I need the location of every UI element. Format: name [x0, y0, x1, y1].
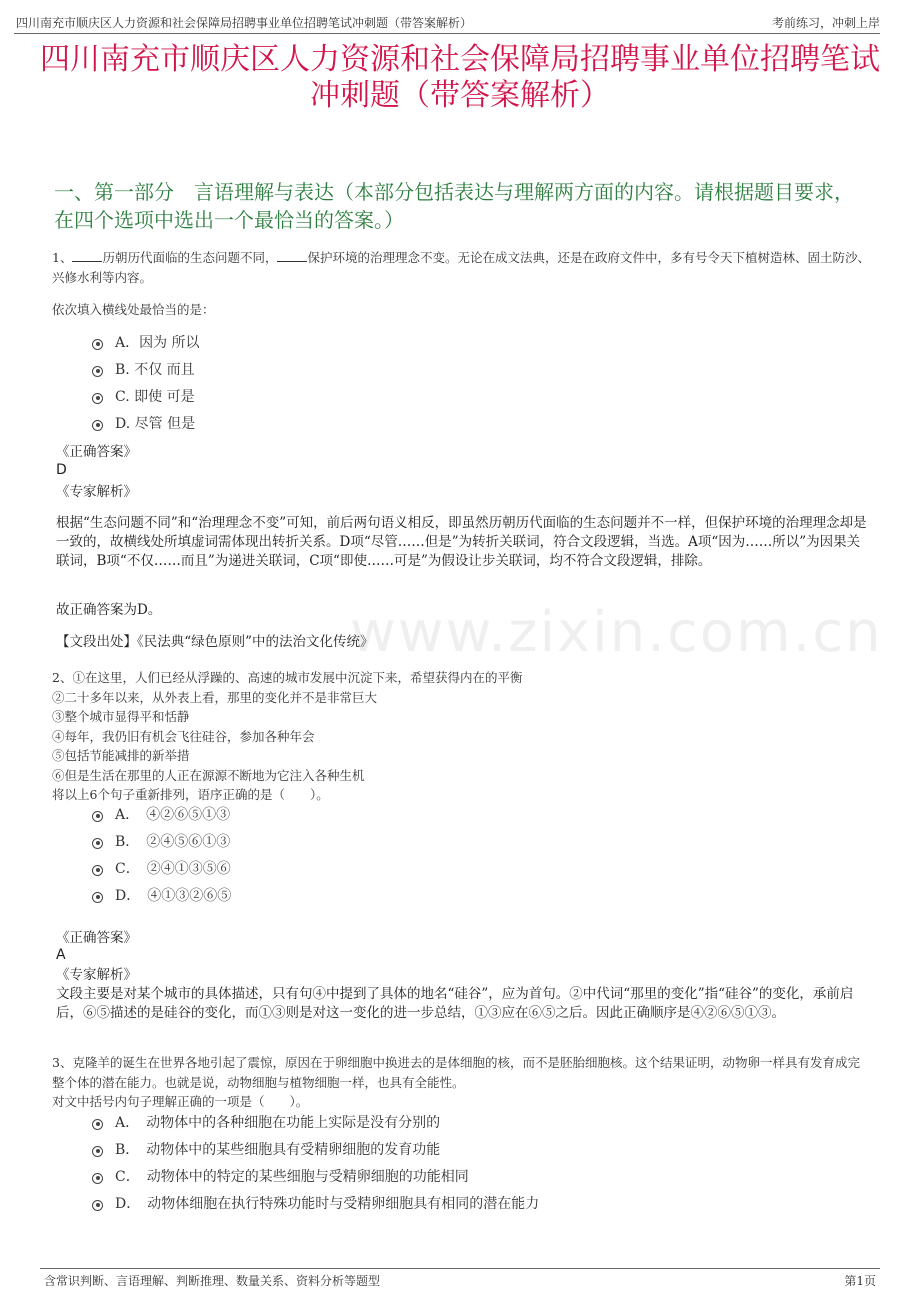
radio-icon[interactable]: [92, 865, 103, 876]
header-slogan: 考前练习，冲刺上岸: [771, 16, 880, 30]
radio-icon[interactable]: [92, 393, 103, 404]
q3-option-a[interactable]: [92, 1114, 440, 1132]
question-1-prompt: 依次填入横线处最恰当的是：: [52, 302, 215, 317]
question-2-text: [52, 668, 522, 805]
question-text-part: 历朝历代面临的生态问题不同，: [102, 250, 278, 265]
option-label: D． 动物体细胞在执行特殊功能时与受精卵细胞具有相同的潜在能力: [115, 1196, 540, 1212]
question-1-text: [52, 248, 870, 288]
footer-description: 含常识判断、言语理解、判断推理、数量关系、资料分析等题型: [44, 1274, 381, 1288]
option-label: D． ④①③②⑥⑤: [115, 888, 232, 904]
q1-answer-label: 《正确答案》: [56, 444, 137, 460]
q1-option-a[interactable]: [92, 334, 200, 352]
q1-analysis-label: 《专家解析》: [56, 484, 137, 500]
q3-option-d[interactable]: [92, 1195, 539, 1213]
header-divider: [14, 33, 880, 34]
option-label: B． 动物体中的某些细胞具有受精卵细胞的发育功能: [115, 1142, 441, 1158]
q2-option-b[interactable]: [92, 833, 230, 851]
page-title: 四川南充市顺庆区人力资源和社会保障局招聘事业单位招聘笔试冲刺题（带答案解析）: [40, 42, 880, 113]
sentence-line: ②二十多年以来，从外表上看，那里的变化并不是非常巨大: [52, 689, 378, 705]
option-label: B． ②④⑤⑥①③: [115, 834, 231, 850]
q1-option-d[interactable]: [92, 415, 195, 433]
sentence-line: ⑥但是生活在那里的人正在源源不断地为它注入各种生机: [52, 767, 365, 783]
blank-line: [277, 249, 307, 262]
sentence-line: ③整个城市显得平和恬静: [52, 709, 190, 724]
radio-icon[interactable]: [92, 366, 103, 377]
q1-conclusion: 故正确答案为D。: [56, 602, 162, 618]
q2-option-a[interactable]: [92, 806, 230, 824]
sentence-line: ④每年，我仍旧有机会飞往硅谷，参加各种年会: [52, 728, 315, 744]
option-label: C. 即使 可是: [115, 389, 195, 405]
page-number: 第1页: [844, 1274, 876, 1288]
q2-analysis-label: 《专家解析》: [56, 967, 137, 983]
section-heading: 一、第一部分 言语理解与表达（本部分包括表达与理解两方面的内容。请根据题目要求，在四个选项中选出一个最恰当的答案。）: [54, 180, 854, 232]
radio-icon[interactable]: [92, 1200, 103, 1211]
option-label: C． ②④①③⑤⑥: [115, 861, 231, 877]
q1-answer-value: D: [56, 462, 67, 478]
q2-option-d[interactable]: [92, 887, 231, 905]
question-2-prompt: 将以上6个句子重新排列，语序正确的是（ ）。: [52, 787, 329, 802]
option-label: A． 动物体中的各种细胞在功能上实际是没有分别的: [115, 1115, 441, 1131]
q2-analysis-text: 文段主要是对某个城市的具体描述，只有句④中提到了具体的地名“硅谷”，应为首句。②中代词“那里的变化”指“硅谷”的变化，承前启后，⑥⑤描述的是硅谷的变化，而①③则是对这一变化的进一步总结，①③应在⑥⑤之后。因此正确顺序是④②⑥⑤①③。: [56, 986, 854, 1021]
option-label: C． 动物体中的特定的某些细胞与受精卵细胞的功能相同: [115, 1169, 469, 1185]
option-label: A．因为 所以: [115, 335, 200, 351]
q1-option-b[interactable]: [92, 361, 195, 379]
question-text-part: 保护环境的治理理念不变。无论在成文法典，还是在政府文件中，多有号令天下植树造林、固土防沙、兴修水利等内容。: [52, 250, 870, 285]
sentence-line: ⑤包括节能减排的新举措: [52, 748, 190, 763]
radio-icon[interactable]: [92, 420, 103, 431]
question-3-prompt: 对文中括号内句子理解正确的一项是（ ）。: [52, 1094, 309, 1109]
q2-option-c[interactable]: [92, 860, 231, 878]
radio-icon[interactable]: [92, 811, 103, 822]
option-label: B. 不仅 而且: [115, 362, 195, 378]
watermark: www.zixin.com.cn: [350, 600, 883, 665]
radio-icon[interactable]: [92, 1173, 103, 1184]
radio-icon[interactable]: [92, 892, 103, 903]
question-3-text: 3、克隆羊的诞生在世界各地引起了震惊，原因在于卵细胞中换进去的是体细胞的核，而不是胚胎细胞核。这个结果证明，动物卵一样具有发育成完整个体的潜在能力。也就是说，动物细胞与植物细胞一样，也具有全能性。: [52, 1055, 860, 1090]
header-document-title: 四川南充市顺庆区人力资源和社会保障局招聘事业单位招聘笔试冲刺题（带答案解析）: [16, 16, 473, 30]
sentence-line: 2、①在这里，人们已经从浮躁的、高速的城市发展中沉淀下来，希望获得内在的平衡: [52, 670, 523, 685]
option-label: D. 尽管 但是: [115, 416, 196, 432]
footer-divider: [40, 1268, 880, 1269]
q2-answer-label: 《正确答案》: [56, 930, 137, 946]
option-label: A． ④②⑥⑤①③: [115, 807, 231, 823]
q1-analysis-text: 根据“生态问题不同”和“治理理念不变”可知，前后两句语义相反，即虽然历朝历代面临的生态问题并不一样，但保护环境的治理理念却是一致的，故横线处所填虚词需体现出转折关系。D项“尽管……但是”为转折关联词，符合文段逻辑，当选。A项“因为……所以”为因果关联词，B项“不仅……而且”为递进关联词，C项“即使……可是”为假设让步关联词，均不符合文段逻辑，排除。: [56, 515, 867, 569]
blank-line: [72, 249, 102, 262]
q1-source: 【文段出处】《民法典“绿色原则”中的法治文化传统》: [56, 634, 374, 650]
radio-icon[interactable]: [92, 838, 103, 849]
q2-answer-value: A: [56, 947, 66, 963]
radio-icon[interactable]: [92, 339, 103, 350]
q1-option-c[interactable]: [92, 388, 195, 406]
question-number: 1、: [52, 250, 73, 265]
radio-icon[interactable]: [92, 1119, 103, 1130]
q3-option-c[interactable]: [92, 1168, 469, 1186]
q3-option-b[interactable]: [92, 1141, 440, 1159]
radio-icon[interactable]: [92, 1146, 103, 1157]
